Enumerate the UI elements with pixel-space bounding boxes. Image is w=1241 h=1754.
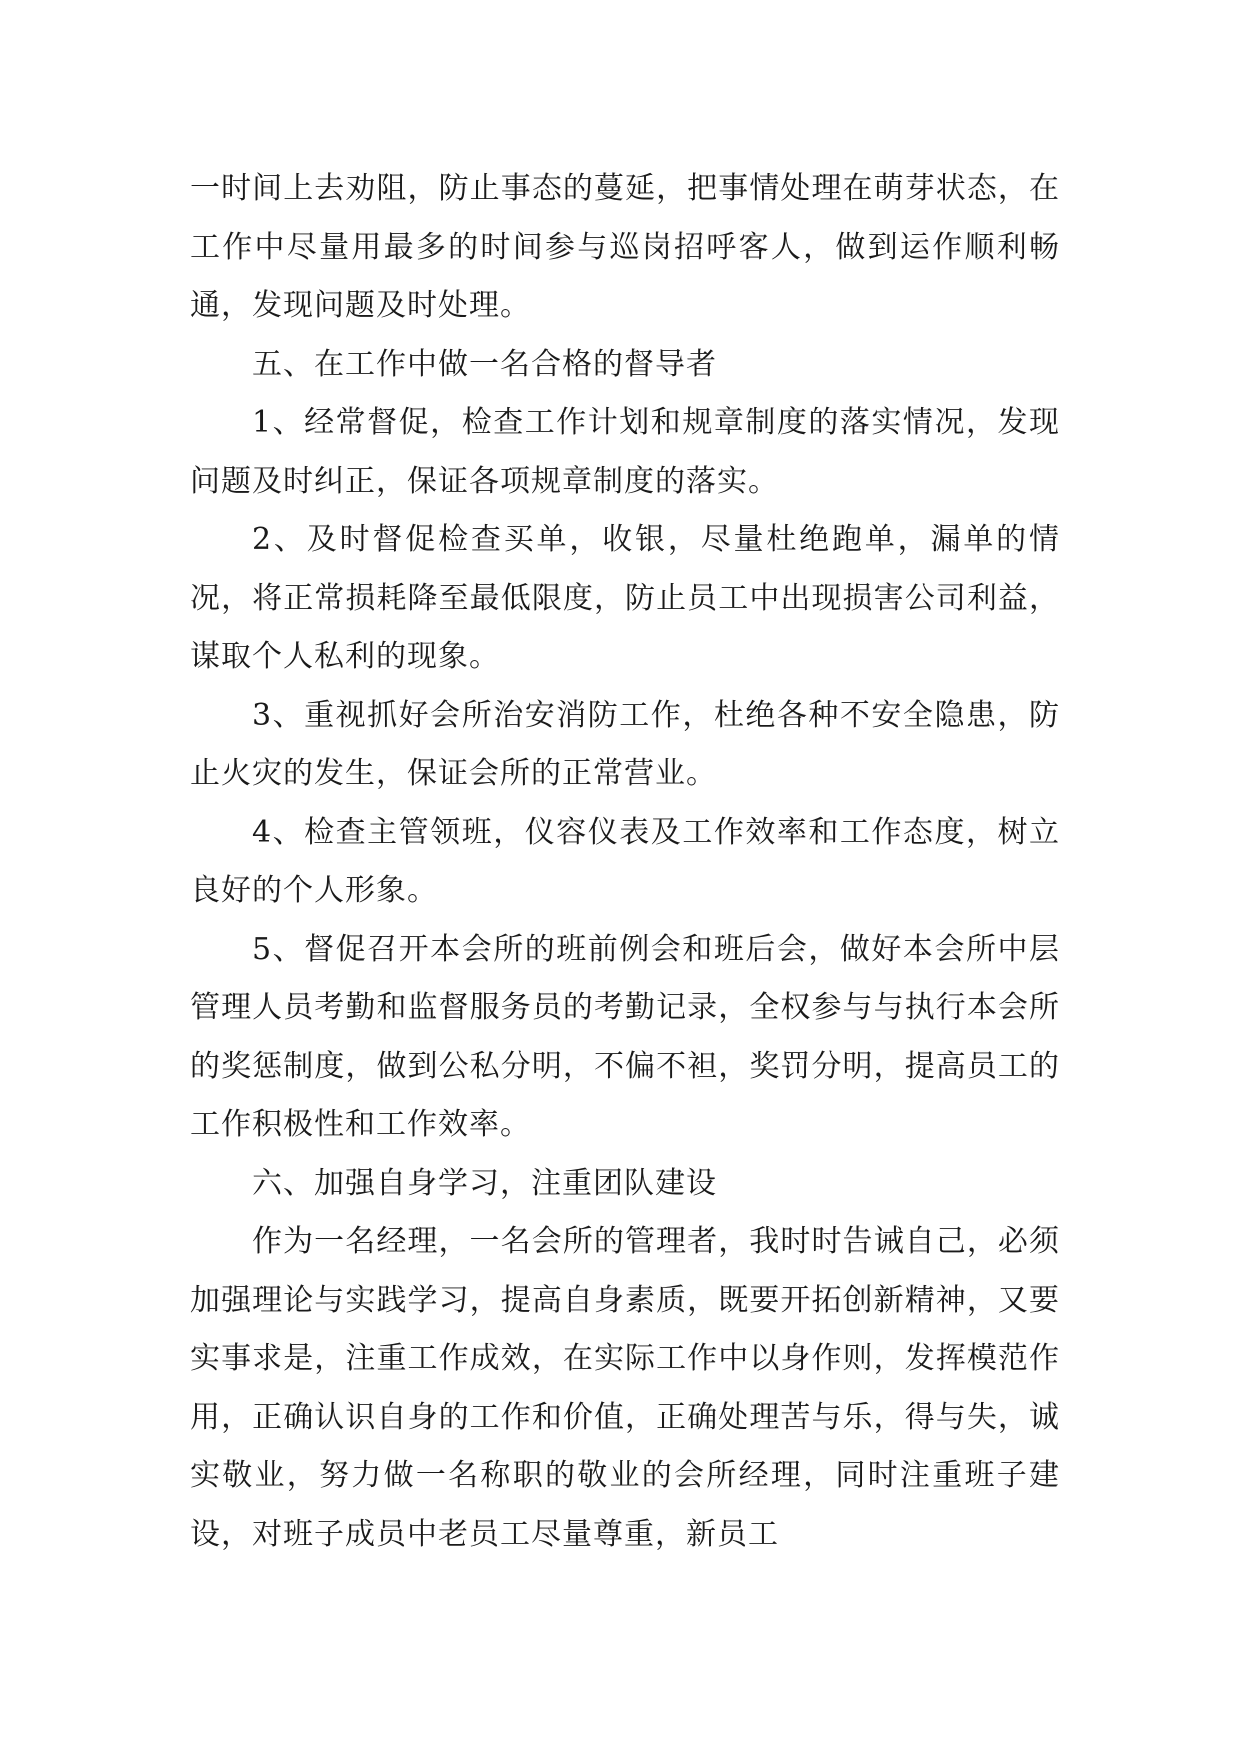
list-item-3: 3、重视抓好会所治安消防工作，杜绝各种不安全隐患，防止火灾的发生，保证会所的正常营业。 (190, 697, 1060, 791)
document-body (190, 160, 1060, 1564)
paragraph-continuation: 一时间上去劝阻，防止事态的蔓延，把事情处理在萌芽状态，在工作中尽量用最多的时间参与巡岗招呼客人，做到运作顺利畅通，发现问题及时处理。 (190, 171, 1060, 323)
section-heading-five: 五、在工作中做一名合格的督导者 (252, 346, 717, 382)
list-item-2: 2、及时督促检查买单，收银，尽量杜绝跑单，漏单的情况，将正常损耗降至最低限度，防止员工中出现损害公司利益，谋取个人私利的现象。 (190, 522, 1060, 674)
paragraph-body: 作为一名经理，一名会所的管理者，我时时告诫自己，必须加强理论与实践学习，提高自身素质，既要开拓创新精神，又要实事求是，注重工作成效，在实际工作中以身作则，发挥模范作用，正确认识自身的工作和价值，正确处理苦与乐，得与失，诚实敬业，努力做一名称职的敬业的会所经理，同时注重班子建设，对班子成员中老员工尽量尊重，新员工 (190, 1224, 1060, 1552)
list-item-1: 1、经常督促，检查工作计划和规章制度的落实情况，发现问题及时纠正，保证各项规章制度的落实。 (190, 405, 1060, 499)
list-item-4: 4、检查主管领班，仪容仪表及工作效率和工作态度，树立良好的个人形象。 (190, 814, 1060, 908)
section-heading-six: 六、加强自身学习，注重团队建设 (252, 1165, 717, 1201)
list-item-5: 5、督促召开本会所的班前例会和班后会，做好本会所中层管理人员考勤和监督服务员的考勤记录，全权参与与执行本会所的奖惩制度，做到公私分明，不偏不袒，奖罚分明，提高员工的工作积极性和工作效率。 (190, 931, 1060, 1142)
